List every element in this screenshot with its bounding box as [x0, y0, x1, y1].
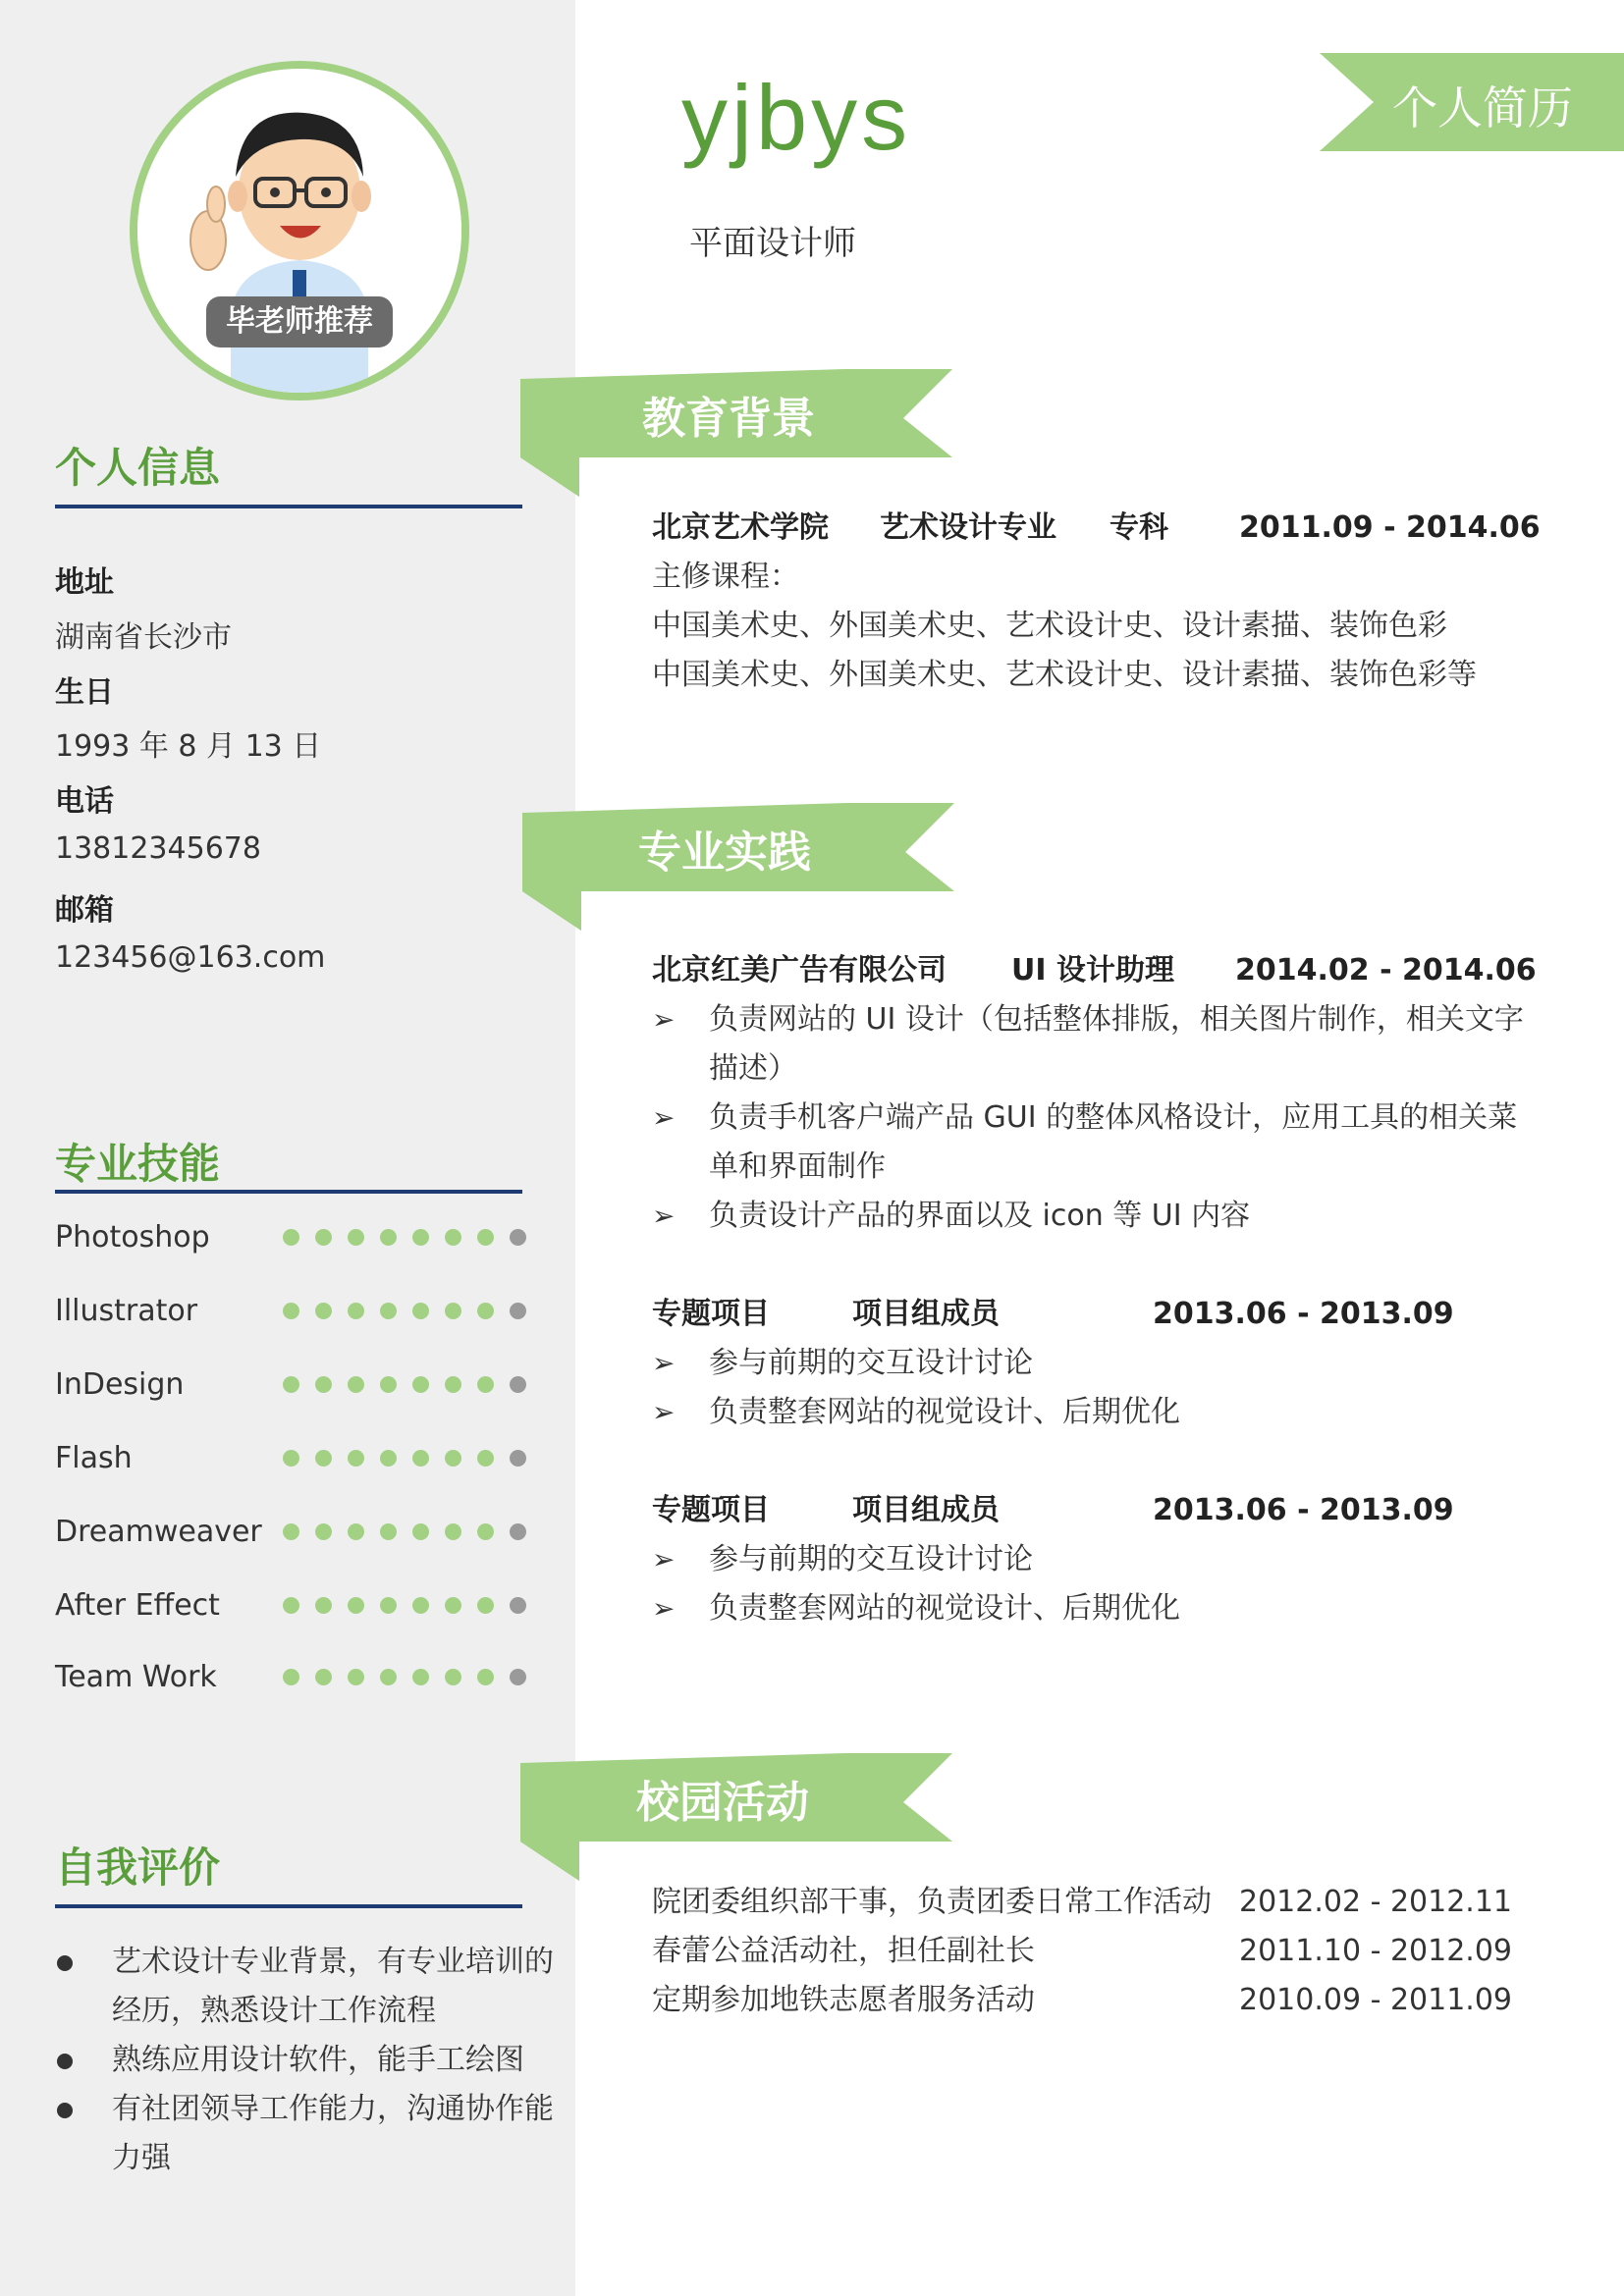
activity-text: 定期参加地铁志愿者服务活动 — [652, 1983, 1035, 2017]
rating-dot-filled — [283, 1229, 299, 1246]
list-item — [652, 1388, 1536, 1437]
skills-rule — [55, 1190, 522, 1194]
list-item — [652, 1339, 1536, 1388]
skill-rating — [283, 1523, 526, 1540]
job-company: 专题项目 — [652, 1493, 770, 1527]
skill-name: Illustrator — [55, 1293, 198, 1328]
rating-dot-filled — [412, 1376, 429, 1393]
rating-dot-empty — [510, 1597, 526, 1614]
activity-text: 院团委组织部干事，负责团委日常工作活动 — [652, 1885, 1212, 1919]
activity-text: 春蕾公益活动社，担任副社长 — [652, 1934, 1035, 1968]
arrowhead-icon: ➢ — [652, 1200, 676, 1232]
list-item-text: 负责设计产品的界面以及 icon 等 UI 内容 — [709, 1199, 1251, 1233]
arrowhead-icon: ➢ — [652, 1347, 676, 1379]
rating-dot-filled — [445, 1597, 461, 1614]
rating-dot-filled — [283, 1597, 299, 1614]
job-role: 项目组成员 — [852, 1493, 1000, 1527]
list-item — [55, 1938, 566, 2036]
skill-row — [55, 1438, 526, 1477]
address-label: 地址 — [55, 565, 114, 600]
rating-dot-filled — [412, 1597, 429, 1614]
bullet-icon — [57, 2103, 73, 2118]
rating-dot-filled — [412, 1669, 429, 1685]
list-item-text: 负责整套网站的视觉设计、后期优化 — [709, 1395, 1180, 1429]
skill-rating — [283, 1669, 526, 1685]
rating-dot-filled — [283, 1669, 299, 1685]
rating-dot-empty — [510, 1229, 526, 1246]
job-period: 2014.02 - 2014.06 — [1235, 953, 1537, 988]
activity-period: 2010.09 - 2011.09 — [1239, 1983, 1513, 2017]
phone-value: 13812345678 — [55, 831, 261, 866]
rating-dot-filled — [348, 1597, 364, 1614]
skill-row — [55, 1291, 526, 1330]
rating-dot-filled — [315, 1229, 332, 1246]
resume-tag-label: 个人简历 — [1392, 81, 1573, 134]
course-line: 中国美术史、外国美术史、艺术设计史、设计素描、装饰色彩 — [652, 609, 1447, 643]
list-item — [652, 1535, 1536, 1584]
courses-label: 主修课程： — [652, 560, 799, 594]
rating-dot-empty — [510, 1523, 526, 1540]
list-item — [652, 1584, 1536, 1633]
rating-dot-empty — [510, 1669, 526, 1685]
phone-label: 电话 — [55, 784, 114, 819]
email-value: 123456@163.com — [55, 940, 326, 975]
skill-rating — [283, 1597, 526, 1614]
rating-dot-empty — [510, 1376, 526, 1393]
rating-dot-filled — [348, 1450, 364, 1467]
rating-dot-filled — [445, 1303, 461, 1319]
rating-dot-filled — [477, 1376, 494, 1393]
skill-name: Flash — [55, 1440, 133, 1475]
rating-dot-filled — [445, 1229, 461, 1246]
rating-dot-filled — [445, 1450, 461, 1467]
skill-name: Dreamweaver — [55, 1514, 262, 1549]
bullet-icon — [57, 2054, 73, 2069]
rating-dot-filled — [477, 1303, 494, 1319]
self-evaluation-rule — [55, 1904, 522, 1908]
arrowhead-icon: ➢ — [652, 1003, 676, 1036]
rating-dot-filled — [380, 1523, 397, 1540]
candidate-name: yjbys — [681, 66, 912, 169]
email-label: 邮箱 — [55, 893, 114, 928]
rating-dot-filled — [477, 1450, 494, 1467]
job-role: 项目组成员 — [852, 1297, 1000, 1331]
skill-row — [55, 1217, 526, 1256]
rating-dot-filled — [477, 1523, 494, 1540]
rating-dot-filled — [315, 1450, 332, 1467]
list-item-text: 负责整套网站的视觉设计、后期优化 — [709, 1591, 1180, 1626]
rating-dot-filled — [445, 1523, 461, 1540]
skill-rating — [283, 1229, 526, 1246]
rating-dot-filled — [477, 1229, 494, 1246]
rating-dot-filled — [283, 1303, 299, 1319]
rating-dot-filled — [315, 1669, 332, 1685]
rating-dot-filled — [412, 1303, 429, 1319]
job-title: 平面设计师 — [689, 224, 856, 263]
arrowhead-icon: ➢ — [652, 1101, 676, 1134]
rating-dot-filled — [412, 1523, 429, 1540]
personal-info-rule — [55, 505, 522, 508]
rating-dot-filled — [283, 1523, 299, 1540]
job-company: 专题项目 — [652, 1297, 770, 1331]
list-item-text: 有社团领导工作能力，沟通协作能力强 — [112, 2092, 554, 2175]
personal-info-heading: 个人信息 — [55, 444, 221, 492]
rating-dot-filled — [348, 1376, 364, 1393]
rating-dot-empty — [510, 1303, 526, 1319]
address-value: 湖南省长沙市 — [55, 620, 232, 655]
rating-dot-filled — [380, 1376, 397, 1393]
job-company: 北京红美广告有限公司 — [652, 953, 947, 988]
rating-dot-filled — [380, 1669, 397, 1685]
education-major: 艺术设计专业 — [880, 510, 1056, 545]
self-evaluation-list — [55, 1938, 566, 2183]
job-period: 2013.06 - 2013.09 — [1153, 1297, 1454, 1331]
rating-dot-filled — [348, 1669, 364, 1685]
skill-rating — [283, 1450, 526, 1467]
arrowhead-icon: ➢ — [652, 1396, 676, 1428]
list-item — [652, 1094, 1536, 1192]
education-heading: 教育背景 — [642, 394, 815, 444]
rating-dot-filled — [412, 1229, 429, 1246]
rating-dot-filled — [380, 1229, 397, 1246]
skill-row — [55, 1585, 526, 1625]
rating-dot-filled — [348, 1523, 364, 1540]
rating-dot-filled — [283, 1450, 299, 1467]
list-item — [652, 1192, 1536, 1241]
arrowhead-icon: ➢ — [652, 1543, 676, 1575]
education-school: 北京艺术学院 — [652, 510, 829, 545]
birthday-value: 1993 年 8 月 13 日 — [55, 729, 322, 764]
practice-heading: 专业实践 — [638, 828, 811, 878]
activity-period: 2011.10 - 2012.09 — [1239, 1934, 1513, 1968]
skill-name: Photoshop — [55, 1219, 210, 1255]
list-item-text: 熟练应用设计软件，能手工绘图 — [112, 2043, 524, 2077]
rating-dot-filled — [283, 1376, 299, 1393]
avatar-badge-label: 毕老师推荐 — [226, 304, 373, 339]
skill-row — [55, 1657, 526, 1696]
rating-dot-empty — [510, 1450, 526, 1467]
skill-row — [55, 1364, 526, 1404]
rating-dot-filled — [380, 1450, 397, 1467]
rating-dot-filled — [412, 1450, 429, 1467]
skill-rating — [283, 1303, 526, 1319]
job-period: 2013.06 - 2013.09 — [1153, 1493, 1454, 1527]
cartoon-teacher-avatar-icon — [137, 69, 461, 393]
campus-heading: 校园活动 — [636, 1778, 809, 1828]
education-degree: 专科 — [1110, 510, 1168, 545]
skill-row — [55, 1512, 526, 1551]
bullet-icon — [57, 1955, 73, 1971]
list-item-text: 负责网站的 UI 设计（包括整体排版，相关图片制作，相关文字描述） — [709, 1002, 1524, 1086]
course-line: 中国美术史、外国美术史、艺术设计史、设计素描、装饰色彩等 — [652, 658, 1477, 692]
education-period: 2011.09 - 2014.06 — [1239, 510, 1541, 545]
arrowhead-icon: ➢ — [652, 1592, 676, 1625]
rating-dot-filled — [315, 1597, 332, 1614]
self-evaluation-heading: 自我评价 — [55, 1843, 221, 1892]
skills-heading: 专业技能 — [55, 1140, 221, 1188]
skill-name: InDesign — [55, 1366, 185, 1402]
list-item-text: 艺术设计专业背景，有专业培训的经历，熟悉设计工作流程 — [112, 1945, 554, 2028]
rating-dot-filled — [380, 1597, 397, 1614]
list-item — [652, 995, 1536, 1094]
activity-period: 2012.02 - 2012.11 — [1239, 1885, 1513, 1919]
rating-dot-filled — [315, 1303, 332, 1319]
rating-dot-filled — [315, 1376, 332, 1393]
birthday-label: 生日 — [55, 675, 114, 710]
rating-dot-filled — [348, 1229, 364, 1246]
skill-name: Team Work — [55, 1659, 217, 1694]
skill-rating — [283, 1376, 526, 1393]
rating-dot-filled — [315, 1523, 332, 1540]
list-item-text: 参与前期的交互设计讨论 — [709, 1346, 1033, 1380]
list-item — [55, 2085, 566, 2183]
rating-dot-filled — [380, 1303, 397, 1319]
rating-dot-filled — [348, 1303, 364, 1319]
avatar — [130, 61, 469, 400]
rating-dot-filled — [477, 1597, 494, 1614]
list-item-text: 负责手机客户端产品 GUI 的整体风格设计，应用工具的相关菜单和界面制作 — [709, 1100, 1518, 1184]
rating-dot-filled — [445, 1669, 461, 1685]
list-item — [55, 2036, 566, 2085]
list-item-text: 参与前期的交互设计讨论 — [709, 1542, 1033, 1576]
rating-dot-filled — [477, 1669, 494, 1685]
job-role: UI 设计助理 — [1011, 953, 1174, 988]
skill-name: After Effect — [55, 1587, 220, 1623]
rating-dot-filled — [445, 1376, 461, 1393]
